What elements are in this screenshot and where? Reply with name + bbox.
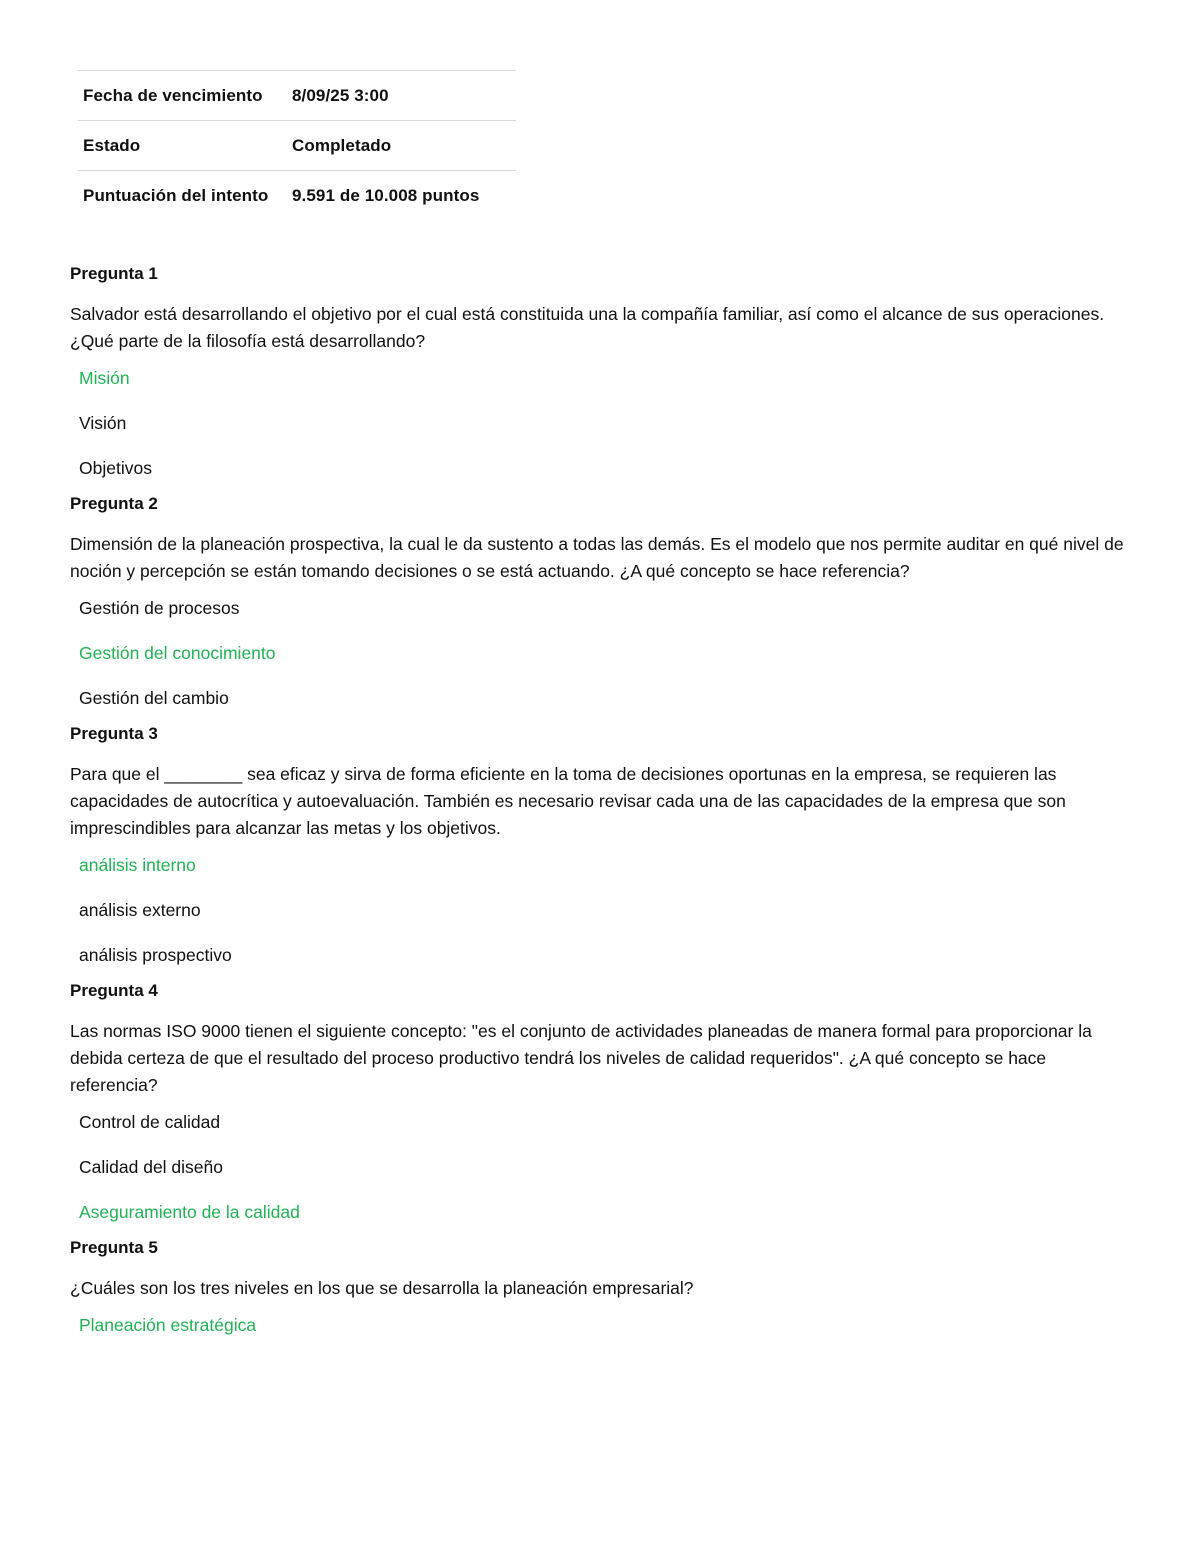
summary-value: Completado (292, 135, 392, 155)
question-4 (70, 978, 1130, 1225)
answer-option: Planeación estratégica (79, 1315, 257, 1335)
summary-label: Fecha de vencimiento (83, 85, 263, 105)
summary-label: Estado (83, 135, 141, 155)
question-text: Para que el ________ sea eficaz y sirva de forma eficiente en la toma de decisiones oportunas en la empresa, se requieren las capacidades de autocrítica y autoevaluación. También es necesario revisar cada una de las capacidades de la empresa que son imprescindibles para alcanzar las metas y los objetivos. (70, 764, 1066, 838)
answer-list (70, 365, 1130, 481)
answer-option: Misión (79, 368, 130, 388)
question-5 (70, 1235, 1130, 1338)
answer-option: Aseguramiento de la calidad (79, 1202, 300, 1222)
summary-row-status (78, 121, 516, 171)
question-title: Pregunta 3 (70, 724, 158, 743)
answer-option: Visión (79, 413, 127, 433)
answer-option: análisis externo (79, 900, 201, 920)
answer-list (70, 595, 1130, 711)
question-text: Las normas ISO 9000 tienen el siguiente concepto: "es el conjunto de actividades planeadas de manera formal para proporcionar la debida certeza de que el resultado del proceso productivo tendrá los niveles de calidad requeridos". ¿A qué concepto se hace referencia? (70, 1021, 1092, 1095)
question-title: Pregunta 1 (70, 264, 158, 283)
answer-option: análisis interno (79, 855, 196, 875)
answer-option: análisis prospectivo (79, 945, 232, 965)
question-3 (70, 721, 1130, 968)
summary-label: Puntuación del intento (83, 185, 269, 205)
answer-option: Gestión del cambio (79, 688, 229, 708)
summary-value: 8/09/25 3:00 (292, 85, 389, 105)
answer-list (70, 1109, 1130, 1225)
answer-option: Objetivos (79, 458, 152, 478)
answer-list (70, 1312, 1130, 1338)
question-list (70, 261, 1130, 1348)
answer-option: Gestión de procesos (79, 598, 240, 618)
answer-list (70, 852, 1130, 968)
question-2 (70, 491, 1130, 711)
question-text: Salvador está desarrollando el objetivo por el cual está constituida una la compañía familiar, así como el alcance de sus operaciones. ¿Qué parte de la filosofía está desarrollando? (70, 304, 1105, 351)
answer-option: Control de calidad (79, 1112, 221, 1132)
summary-row-score (78, 171, 516, 220)
summary-value: 9.591 de 10.008 puntos (292, 185, 480, 205)
question-text: ¿Cuáles son los tres niveles en los que se desarrolla la planeación empresarial? (70, 1278, 694, 1298)
summary-row-due-date (78, 71, 516, 121)
attempt-summary-table (78, 70, 516, 220)
question-1 (70, 261, 1130, 481)
answer-option: Calidad del diseño (79, 1157, 223, 1177)
answer-option: Gestión del conocimiento (79, 643, 276, 663)
question-title: Pregunta 4 (70, 981, 158, 1000)
question-title: Pregunta 5 (70, 1238, 158, 1257)
question-title: Pregunta 2 (70, 494, 158, 513)
question-text: Dimensión de la planeación prospectiva, la cual le da sustento a todas las demás. Es el modelo que nos permite auditar en qué nivel de noción y percepción se están tomando decisiones o se está actuando. ¿A qué concepto se hace referencia? (70, 534, 1124, 581)
